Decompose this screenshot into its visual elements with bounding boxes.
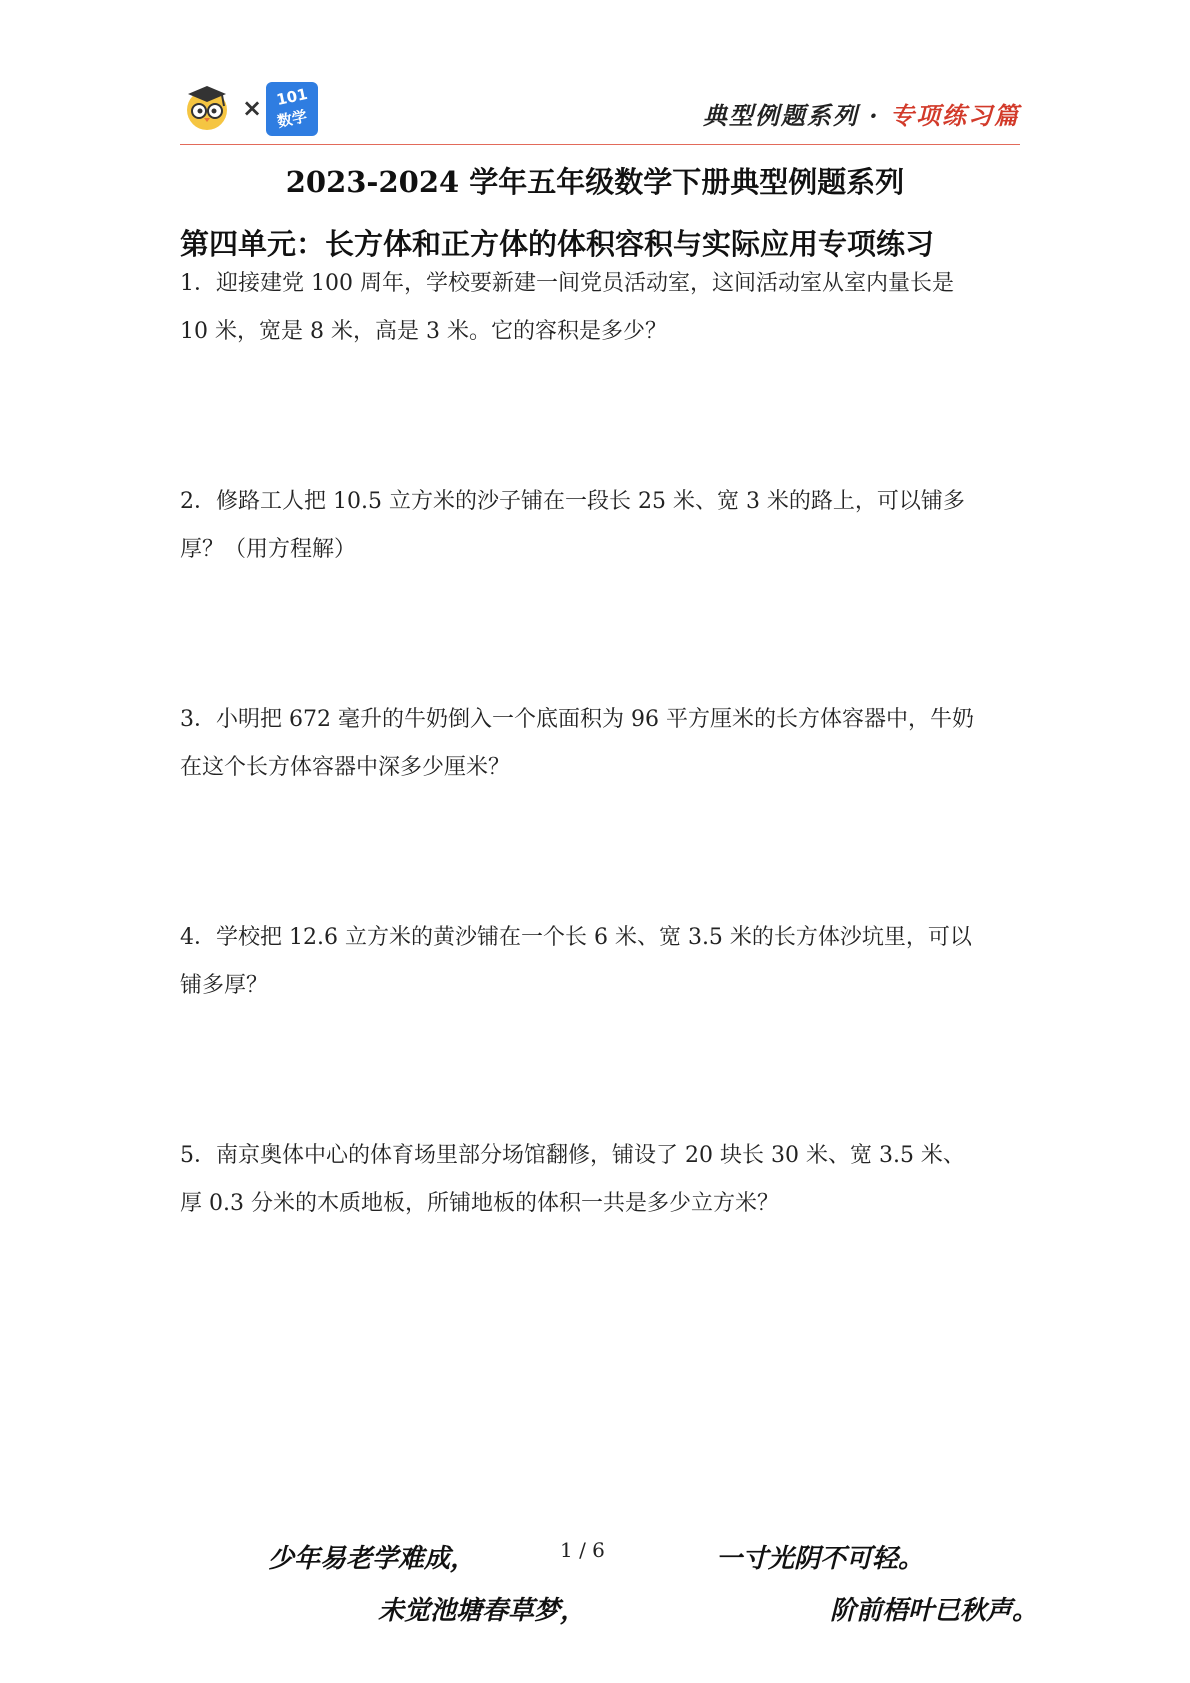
question-3-line2: 在这个长方体容器中深多少厘米？ <box>180 755 511 780</box>
question-5-line1: 5．南京奥体中心的体育场里部分场馆翻修，铺设了 20 块长 30 米、宽 3.5 米、 <box>180 1143 965 1168</box>
page-number: 1 / 6 <box>560 1538 605 1562</box>
times-sign: × <box>242 94 263 122</box>
owl-logo-icon <box>182 82 232 132</box>
question-1-line2: 10 米，宽是 8 米，高是 3 米。它的容积是多少？ <box>180 319 667 344</box>
footer-poem-2: 一寸光阴不可轻。 <box>716 1544 925 1574</box>
question-2 <box>180 478 1020 574</box>
question-5 <box>180 1132 1020 1228</box>
question-5-line2: 厚 0.3 分米的木质地板，所铺地板的体积一共是多少立方米？ <box>180 1191 779 1216</box>
question-4-line1: 4．学校把 12.6 立方米的黄沙铺在一个长 6 米、宽 3.5 米的长方体沙坑里，可以 <box>180 925 972 950</box>
question-3 <box>180 696 1020 792</box>
question-4-line2: 铺多厚？ <box>180 973 269 998</box>
logo-101-text: 101 <box>274 84 310 110</box>
question-1 <box>180 260 1020 356</box>
series-dot: · <box>869 101 880 130</box>
footer-poem-1: 少年易老学难成， <box>268 1544 477 1574</box>
logo-shuxue-text: 数学 <box>275 107 309 131</box>
question-1-line1: 1．迎接建党 100 周年，学校要新建一间党员活动室，这间活动室从室内量长是 <box>180 271 954 296</box>
series-part1: 典型例题系列 <box>702 101 859 130</box>
question-4 <box>180 914 1020 1010</box>
series-title <box>703 96 1020 131</box>
document-subtitle: 第四单元：长方体和正方体的体积容积与实际应用专项练习 <box>180 227 935 261</box>
series-part2: 专项练习篇 <box>890 101 1020 130</box>
footer-poem-4: 阶前梧叶已秋声。 <box>830 1596 1039 1626</box>
document-title: 2023-2024 学年五年级数学下册典型例题系列 <box>285 165 905 199</box>
question-3-line1: 3．小明把 672 毫升的牛奶倒入一个底面积为 96 平方厘米的长方体容器中，牛奶 <box>180 707 974 732</box>
page-header <box>180 78 1020 145</box>
question-2-line1: 2．修路工人把 10.5 立方米的沙子铺在一段长 25 米、宽 3 米的路上，可以铺多 <box>180 489 965 514</box>
question-2-line2: 厚？（用方程解） <box>180 537 357 562</box>
footer-poem-3: 未觉池塘春草梦， <box>378 1596 587 1626</box>
math-101-logo <box>266 82 318 136</box>
